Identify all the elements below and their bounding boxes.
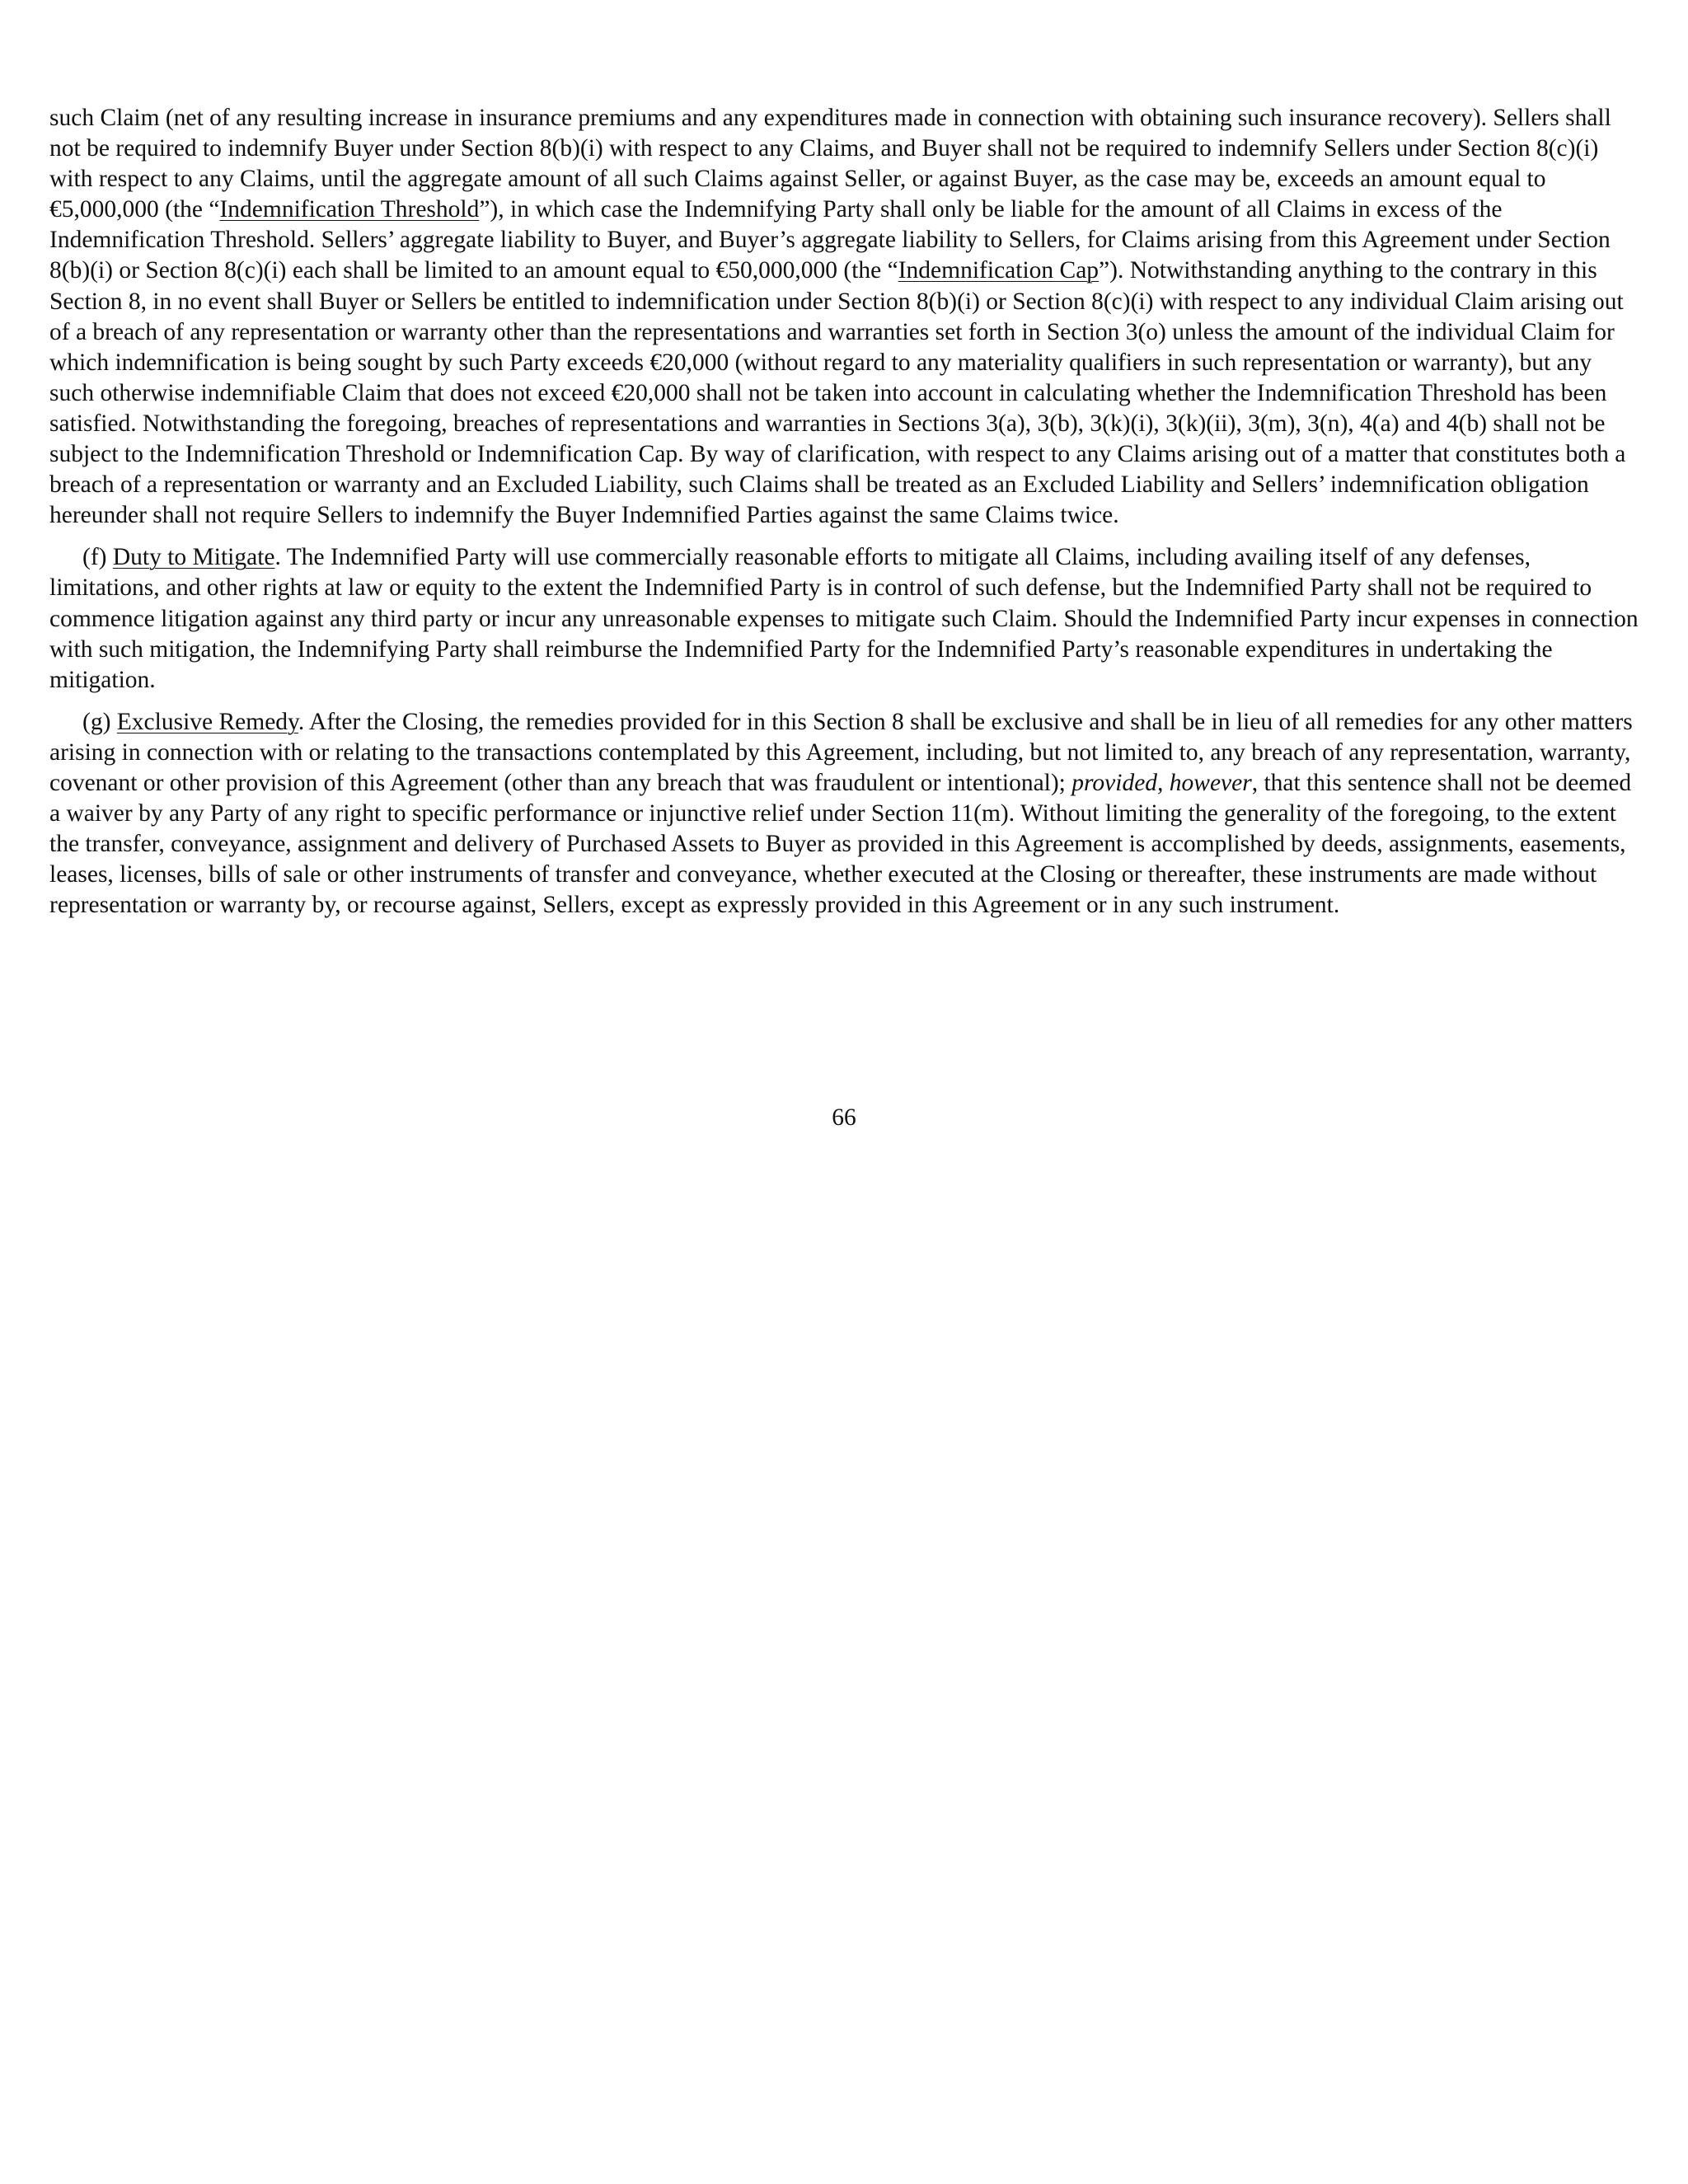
defined-term-indemnification-cap: Indemnification Cap [898, 257, 1100, 284]
paragraph-text: . After the Closing, the remedies provided for in this Section 8 shall be exclusive and shall be in lieu of all remedies for any other matters arising in connection with or relating to the transactions contemplated by this Agreement, including, but not limited to, any breach of any representation, warranty, covenant or other provision of this Agreement (other than any breach that was fraudulent or intentional); [49, 708, 1633, 796]
defined-term-indemnification-threshold: Indemnification Threshold [219, 196, 480, 223]
section-label: (f) [82, 544, 113, 571]
paragraph-text: ”). Notwithstanding anything to the contrary in this Section 8, in no event shall Buyer or Sellers be entitled to indemnification under Section 8(b)(i) or Section 8(c)(i) with respect to any individual Claim arising out of a breach of any representation or warranty other than the representations and warranties set forth in Section 3(o) unless the amount of the individual Claim for which indemnification is being sought by such Party exceeds €20,000 (without regard to any materiality qualifiers in such representation or warranty), but any such otherwise indemnifiable Claim that does not exceed €20,000 shall not be taken into account in calculating whether the Indemnification Threshold has been satisfied. Notwithstanding the foregoing, breaches of representations and warranties in Sections 3(a), 3(b), 3(k)(i), 3(k)(ii), 3(m), 3(n), 4(a) and 4(b) shall not be subject to the Indemnification Threshold or Indemnification Cap. By way of clarification, with respect to any Claims arising out of a matter that constitutes both a breach of a representation or warranty and an Excluded Liability, such Claims shall be treated as an Excluded Liability and Sellers’ indemnification obligation hereunder shall not require Sellers to indemnify the Buyer Indemnified Parties against the same Claims twice. [49, 257, 1626, 529]
paragraph-text: . The Indemnified Party will use commercially reasonable efforts to mitigate all Claims, including availing itself of any defenses, limitations, and other rights at law or equity to the extent the Indemnified Party is in control of such defense, but the Indemnified Party shall not be required to commence litigation against any third party or incur any unreasonable expenses to mitigate such Claim. Should the Indemnified Party incur expenses in connection with such mitigation, the Indemnifying Party shall reimburse the Indemnified Party for the Indemnified Party’s reasonable expenditures in undertaking the mitigation. [49, 544, 1639, 693]
paragraph-text: , that this sentence shall not be deemed a waiver by any Party of any right to specific performance or injunctive relief under Section 11(m). Without limiting the generality of the foregoing, to the extent the transfer, conveyance, assignment and delivery of Purchased Assets to Buyer as provided in this Agreement is accomplished by deeds, assignments, easements, leases, licenses, bills of sale or other instruments of transfer and conveyance, whether executed at the Closing or thereafter, these instruments are made without representation or warranty by, or recourse against, Sellers, except as expressly provided in this Agreement or in any such instrument. [49, 769, 1632, 919]
paragraph-indemnification-limits [49, 103, 1640, 531]
paragraph-exclusive-remedy [49, 707, 1640, 921]
italic-phrase: provided, however [1071, 769, 1252, 796]
section-heading-duty-to-mitigate: Duty to Mitigate [112, 544, 275, 571]
section-heading-exclusive-remedy: Exclusive Remedy [116, 708, 298, 735]
paragraph-text: ”), in which case the Indemnifying Party shall only be liable for the amount of all Claims in excess of the Indemnification Threshold. Sellers’ aggregate liability to Buyer, and Buyer’s aggregate liability to Sellers, for Claims arising from this Agreement under Section 8(b)(i) or Section 8(c)(i) each shall be limited to an amount equal to €50,000,000 (the “ [49, 196, 1611, 284]
page-number: 66 [832, 1104, 856, 1131]
section-label: (g) [82, 708, 117, 735]
paragraph-text: such Claim (net of any resulting increase in insurance premiums and any expenditures made in connection with obtaining such insurance recovery). Sellers shall not be required to indemnify Buyer under Section 8(b)(i) with respect to any Claims, and Buyer shall not be required to indemnify Sellers under Section 8(c)(i) with respect to any Claims, until the aggregate amount of all such Claims against Seller, or against Buyer, as the case may be, exceeds an amount equal to €5,000,000 (the “ [49, 105, 1611, 223]
paragraph-duty-to-mitigate [49, 542, 1640, 695]
document-page [49, 103, 1640, 921]
